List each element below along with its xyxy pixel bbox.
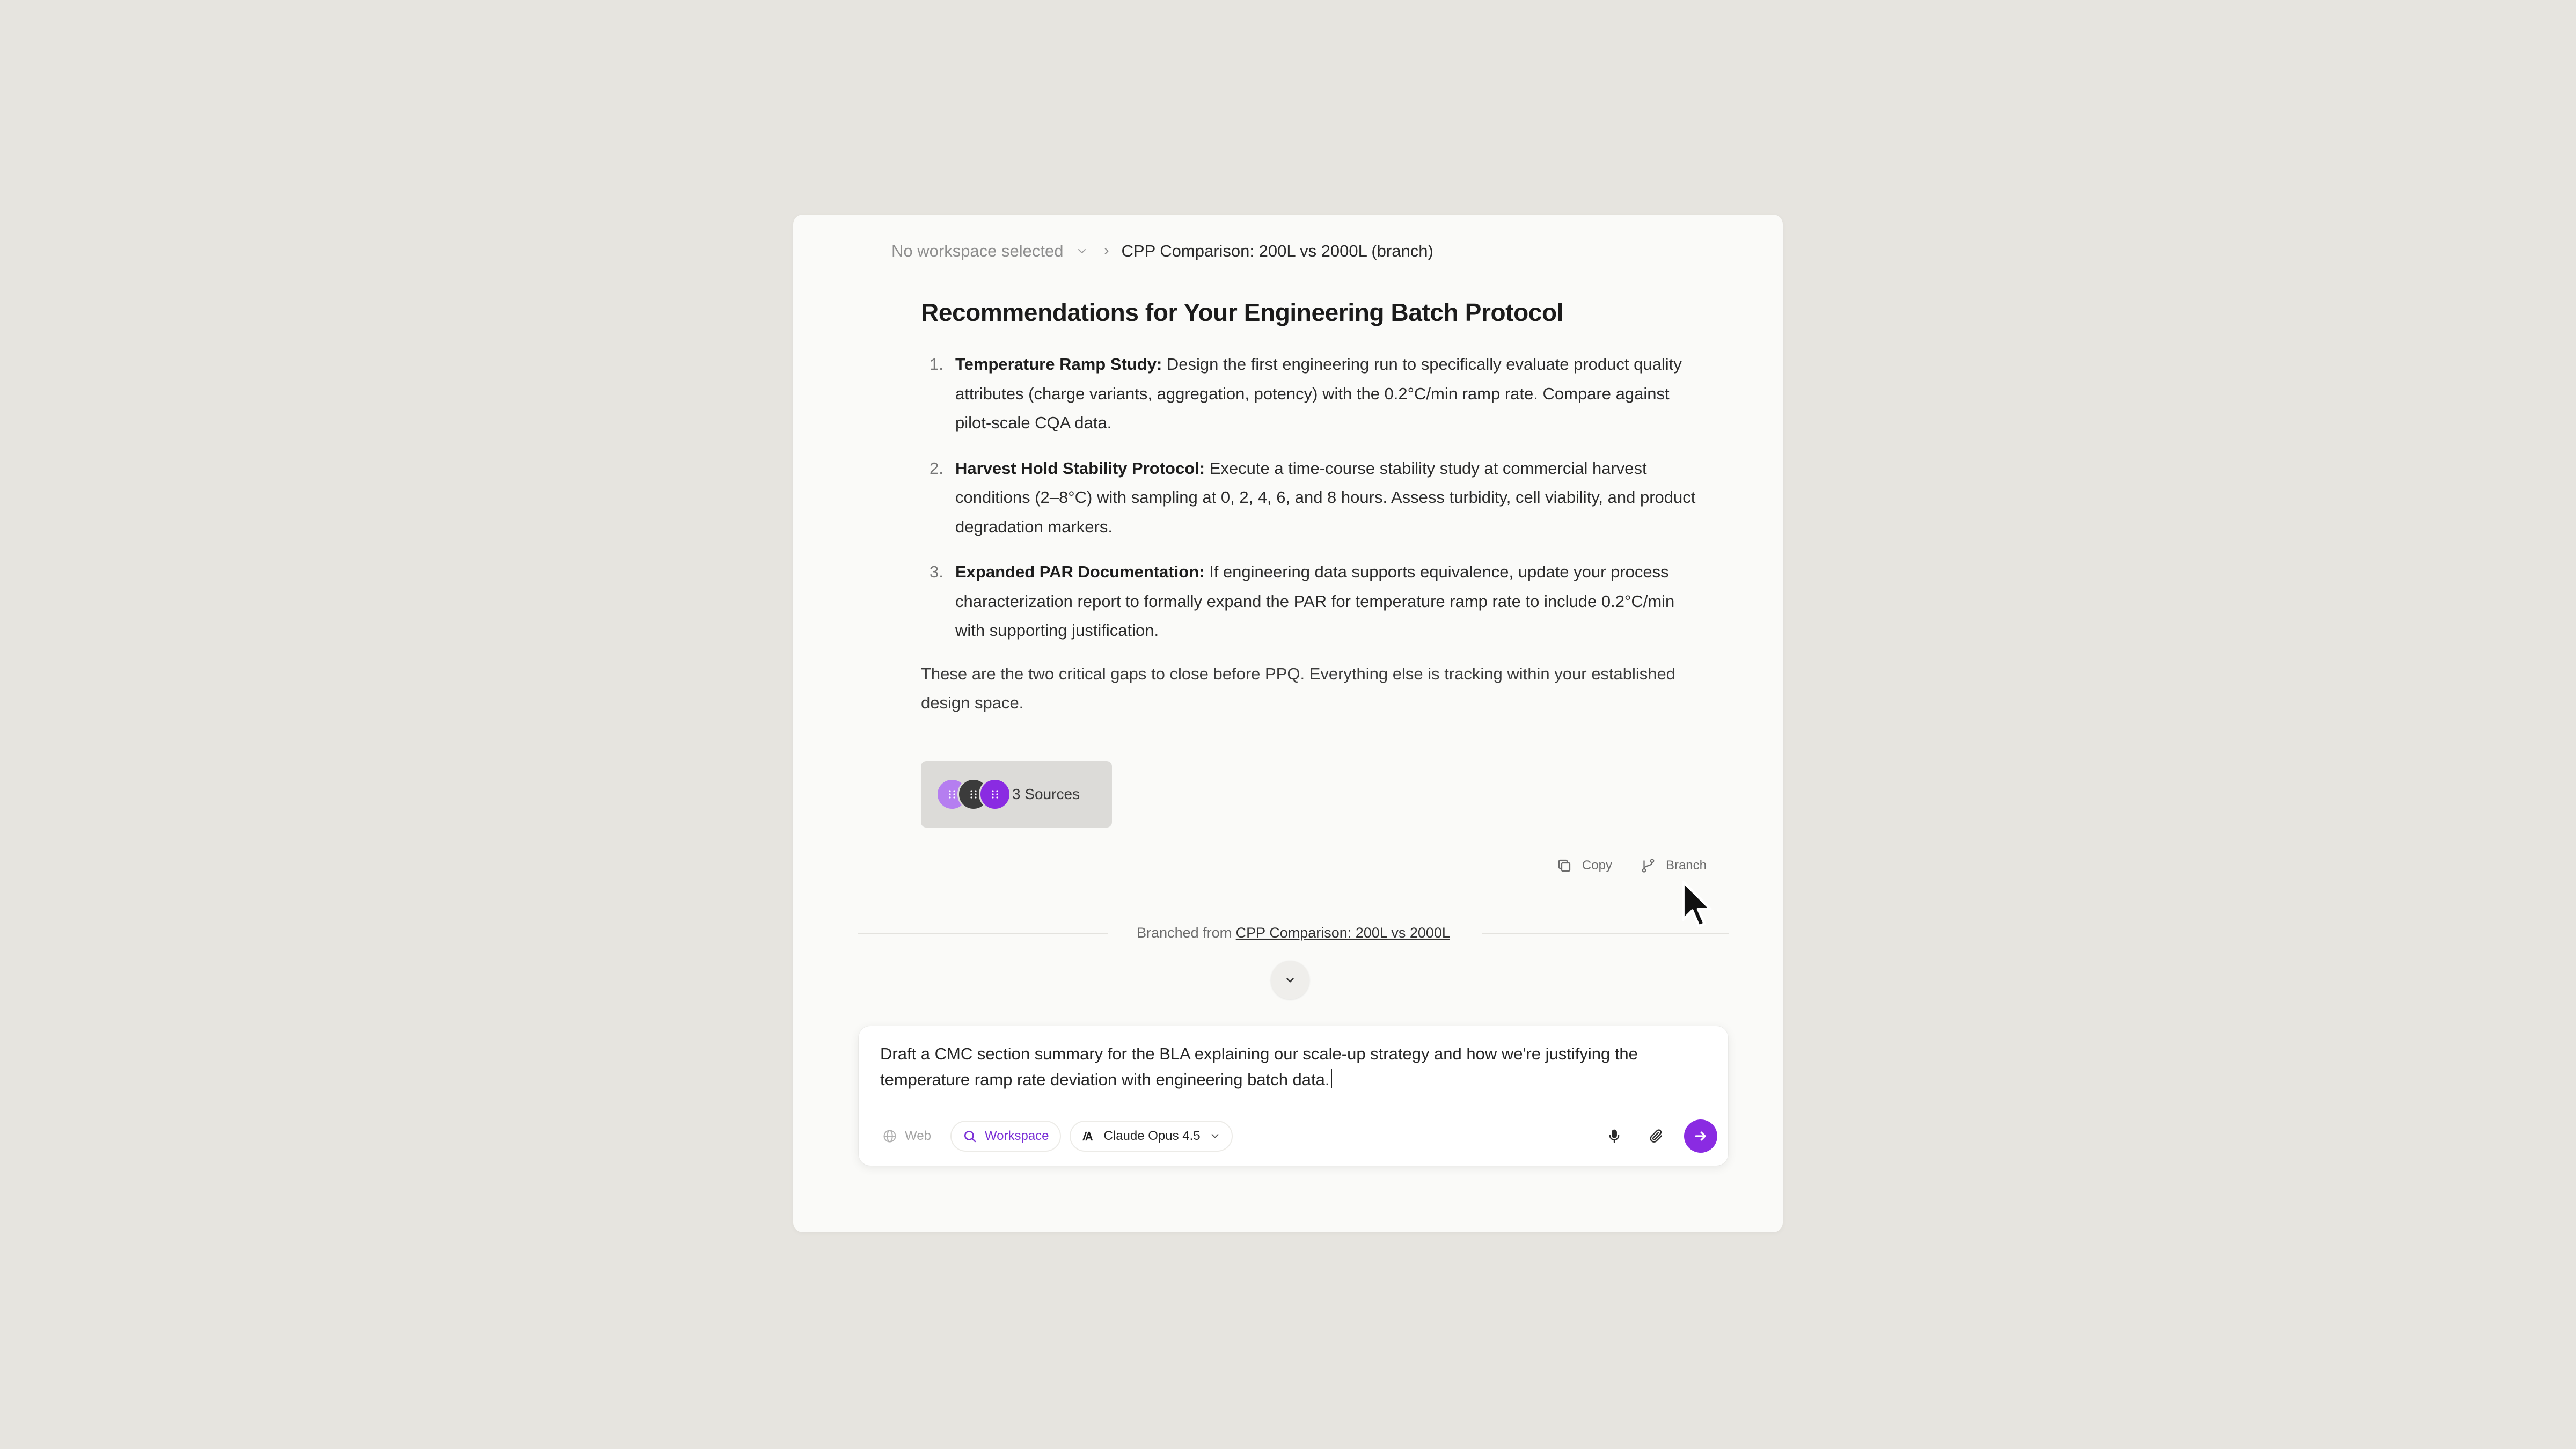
workspace-label: Workspace: [984, 1129, 1049, 1143]
recommendation-list: [921, 350, 1704, 646]
branch-info: [858, 922, 1729, 943]
message-input-text: Draft a CMC section summary for the BLA explaining our scale-up strategy and how we're justifying the temperature ramp rate deviation with engineering batch data.: [880, 1044, 1638, 1089]
copy-button[interactable]: [1556, 858, 1612, 874]
copy-label: Copy: [1582, 858, 1612, 873]
branch-prefix: Branched from: [1137, 925, 1232, 941]
anthropic-icon: [1081, 1129, 1096, 1144]
list-item-text: If engineering data supports equivalence, update your process characterization report to formally expand the PAR for temperature ramp rate to include 0.2°C/min with supporting justification.: [955, 562, 1675, 640]
list-item-text: Design the first engineering run to specifically evaluate product quality attributes (charge variants, aggregation, potency) with the 0.2°C/min ramp rate. Compare against pilot-scale CQA data.: [955, 355, 1682, 432]
composer-toolbar: [875, 1119, 1717, 1153]
list-item-text: Execute a time-course stability study at commercial harvest conditions (2–8°C) with sampling at 0, 2, 4, 6, and 8 hours. Assess turbidity, cell viability, and product degradation markers.: [955, 458, 1696, 536]
chevron-down-icon: [1209, 1130, 1221, 1142]
list-item-title: Temperature Ramp Study:: [955, 355, 1167, 374]
attach-button[interactable]: [1644, 1124, 1668, 1148]
workspace-selector[interactable]: No workspace selected: [891, 241, 1064, 260]
list-number: 3.: [930, 562, 943, 581]
text-caret: [1331, 1069, 1332, 1088]
model-label: Claude Opus 4.5: [1103, 1129, 1201, 1143]
branch-divider: [858, 922, 1729, 943]
mouse-cursor-icon: [1680, 880, 1713, 930]
list-item: [921, 558, 1704, 646]
microphone-icon: [1606, 1128, 1622, 1144]
list-item-title: Harvest Hold Stability Protocol:: [955, 458, 1210, 478]
breadcrumb: [891, 238, 1433, 264]
list-item: [921, 454, 1704, 542]
branch-label: Branch: [1665, 858, 1707, 873]
response-heading: Recommendations for Your Engineering Batch Protocol: [921, 298, 1564, 326]
scroll-down-button[interactable]: [1271, 961, 1309, 999]
chevron-down-icon[interactable]: [1075, 245, 1088, 258]
search-icon: [962, 1129, 977, 1144]
branch-icon: [1640, 858, 1656, 874]
arrow-right-icon: [1693, 1128, 1709, 1144]
message-input[interactable]: [880, 1041, 1685, 1093]
list-item: [921, 350, 1704, 438]
message-composer[interactable]: [859, 1026, 1728, 1166]
assistant-message: [921, 296, 1704, 718]
message-actions: [1528, 858, 1707, 874]
web-toggle[interactable]: [875, 1121, 942, 1152]
branch-button[interactable]: [1640, 858, 1707, 874]
chevron-down-icon: [1283, 973, 1297, 987]
source-icons: [936, 777, 1015, 811]
web-label: Web: [905, 1129, 931, 1143]
sources-label: 3 Sources: [1012, 786, 1080, 802]
list-item-title: Expanded PAR Documentation:: [955, 562, 1210, 581]
branch-source-link[interactable]: CPP Comparison: 200L vs 2000L: [1235, 925, 1450, 941]
chevron-right-icon: [1101, 246, 1112, 257]
list-number: 1.: [930, 355, 943, 374]
closing-paragraph: These are the two critical gaps to close before PPQ. Everything else is tracking within your established design space.: [921, 664, 1676, 712]
composer-actions: [1584, 1119, 1717, 1153]
copy-icon: [1556, 858, 1572, 874]
model-selector[interactable]: [1070, 1121, 1233, 1152]
chat-panel: [793, 215, 1783, 1232]
source-doc-icon: [979, 778, 1011, 810]
globe-icon: [882, 1129, 897, 1144]
workspace-toggle[interactable]: [950, 1121, 1061, 1152]
list-number: 2.: [930, 458, 943, 478]
paperclip-icon: [1648, 1128, 1664, 1144]
conversation-title: CPP Comparison: 200L vs 2000L (branch): [1121, 241, 1433, 260]
voice-input-button[interactable]: [1602, 1124, 1626, 1148]
send-button[interactable]: [1684, 1119, 1717, 1153]
sources-button[interactable]: [921, 761, 1112, 828]
